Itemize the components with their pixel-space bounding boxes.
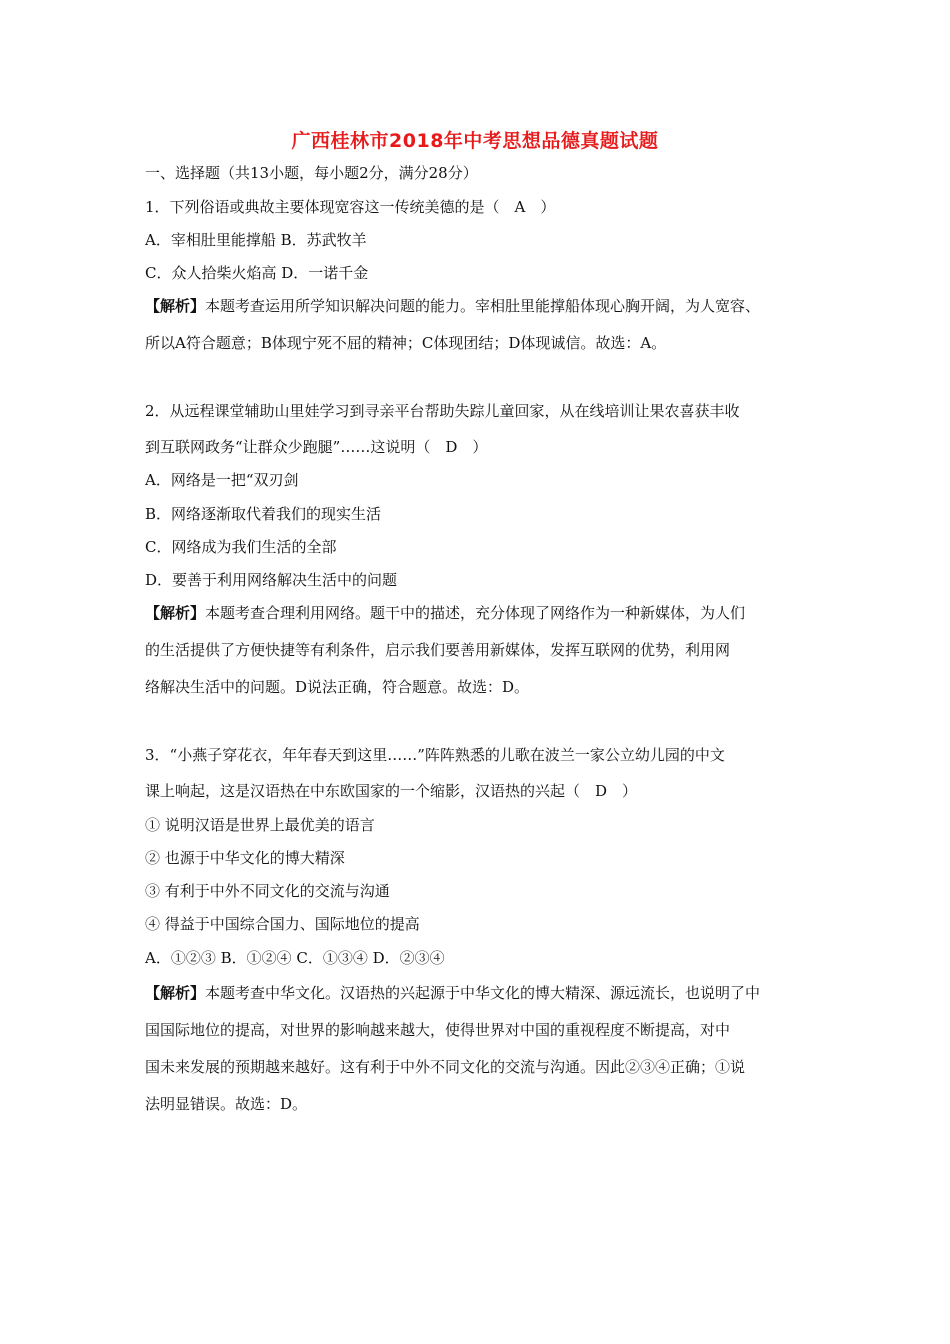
analysis-text: 所以A符合题意；B体现宁死不屈的精神；C体现团结；D体现诚信。故选：A。 (145, 334, 667, 352)
question-3-analysis (145, 983, 760, 1003)
analysis-text: 法明显错误。故选：D。 (145, 1095, 308, 1113)
section-header: 一、选择题（共13小题，每小题2分，满分28分） (145, 164, 478, 182)
analysis-tag: 【解析】 (145, 297, 206, 315)
question-3-option: ① 说明汉语是世界上最优美的语言 (145, 816, 375, 834)
analysis-text: 本题考查中华文化。汉语热的兴起源于中华文化的博大精深、源远流长，也说明了中 (205, 984, 761, 1002)
question-1-analysis (145, 296, 760, 316)
question-2-option: A．网络是一把“双刃剑 (145, 471, 299, 489)
analysis-text: 国国际地位的提高，对世界的影响越来越大，使得世界对中国的重视程度不断提高，对中 (145, 1021, 731, 1039)
question-2-option: C．网络成为我们生活的全部 (145, 538, 337, 556)
question-1-option-line: A．宰相肚里能撑船 B．苏武牧羊 (145, 231, 367, 249)
analysis-text: 的生活提供了方便快捷等有利条件，启示我们要善用新媒体，发挥互联网的优势，利用网 (145, 641, 731, 659)
analysis-tag: 【解析】 (145, 984, 206, 1002)
question-1-option-line: C．众人拾柴火焰高 D．一诺千金 (145, 264, 369, 282)
question-2-option: D．要善于利用网络解决生活中的问题 (145, 571, 398, 589)
question-3-option: ③ 有利于中外不同文化的交流与沟通 (145, 882, 390, 900)
question-2-option: B．网络逐渐取代着我们的现实生活 (145, 505, 382, 523)
analysis-text: 络解决生活中的问题。D说法正确，符合题意。故选：D。 (145, 678, 530, 696)
question-3-choices: A．①②③ B．①②④ C．①③④ D．②③④ (145, 949, 445, 967)
analysis-text: 本题考查运用所学知识解决问题的能力。宰相肚里能撑船体现心胸开阔，为人宽容、 (205, 297, 761, 315)
question-1-stem: 1．下列俗语或典故主要体现宽容这一传统美德的是（ A ） (145, 198, 556, 216)
question-2-stem: 到互联网政务“让群众少跑腿”……这说明（ D ） (145, 438, 488, 456)
question-3-option: ② 也源于中华文化的博大精深 (145, 849, 345, 867)
question-3-stem: 3．“小燕子穿花衣，年年春天到这里……”阵阵熟悉的儿歌在波兰一家公立幼儿园的中文 (145, 746, 725, 764)
question-2-stem: 2．从远程课堂辅助山里娃学习到寻亲平台帮助失踪儿童回家，从在线培训让果农喜获丰收 (145, 402, 740, 420)
question-3-option: ④ 得益于中国综合国力、国际地位的提高 (145, 915, 420, 933)
question-2-analysis (145, 603, 745, 623)
document-title: 广西桂林市2018年中考思想品德真题试题 (291, 130, 659, 152)
analysis-text: 国未来发展的预期越来越好。这有利于中外不同文化的交流与沟通。因此②③④正确；①说 (145, 1058, 746, 1076)
question-3-stem: 课上响起，这是汉语热在中东欧国家的一个缩影，汉语热的兴起（ D ） (145, 782, 638, 800)
analysis-tag: 【解析】 (145, 604, 206, 622)
analysis-text: 本题考查合理利用网络。题干中的描述，充分体现了网络作为一种新媒体，为人们 (205, 604, 746, 622)
